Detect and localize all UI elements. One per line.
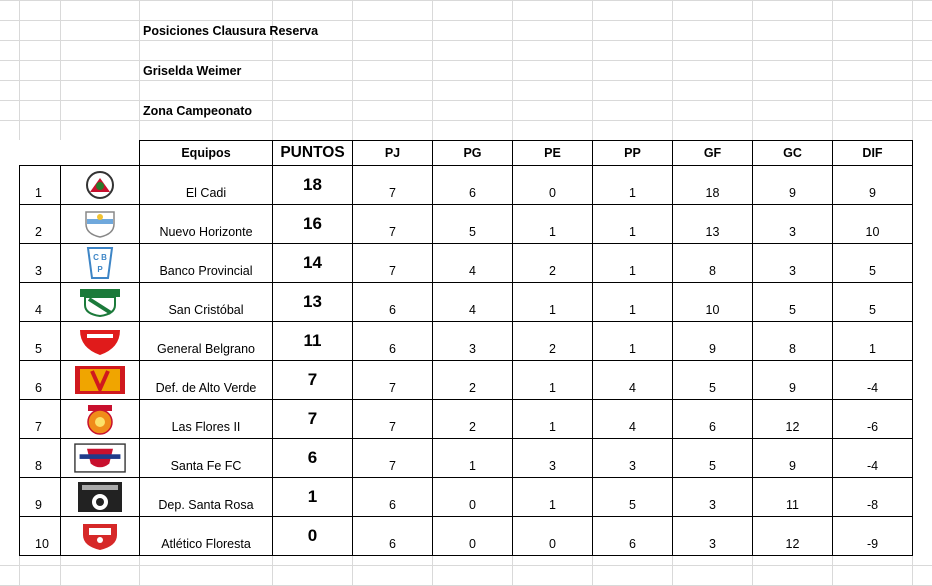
santa-fe-fc-crest-icon [74, 441, 126, 475]
gf-cell: 18 [673, 166, 753, 205]
dif-cell: 10 [833, 205, 913, 244]
pg-cell: 2 [433, 361, 513, 400]
pe-cell: 1 [513, 400, 593, 439]
points-cell: 16 [273, 205, 353, 244]
table-row [20, 478, 913, 517]
pp-cell: 1 [593, 322, 673, 361]
pp-cell: 4 [593, 400, 673, 439]
dif-cell: -8 [833, 478, 913, 517]
author-name: Griselda Weimer [143, 64, 242, 78]
dif-cell: -4 [833, 439, 913, 478]
dif-cell: 1 [833, 322, 913, 361]
pe-cell: 0 [513, 517, 593, 556]
team-name-cell: General Belgrano [140, 322, 273, 361]
table-row [20, 244, 913, 283]
pg-cell: 1 [433, 439, 513, 478]
gf-cell: 9 [673, 322, 753, 361]
team-logo-cell [61, 361, 140, 400]
pj-cell: 6 [353, 478, 433, 517]
pj-cell: 7 [353, 361, 433, 400]
table-row [20, 517, 913, 556]
header-pg: PG [433, 141, 513, 166]
pp-cell: 1 [593, 244, 673, 283]
pp-cell: 5 [593, 478, 673, 517]
points-cell: 6 [273, 439, 353, 478]
points-cell: 14 [273, 244, 353, 283]
position-cell: 5 [20, 322, 61, 361]
position-cell: 1 [20, 166, 61, 205]
points-cell: 0 [273, 517, 353, 556]
pg-cell: 4 [433, 283, 513, 322]
gf-cell: 8 [673, 244, 753, 283]
pg-cell: 0 [433, 517, 513, 556]
points-cell: 7 [273, 400, 353, 439]
points-cell: 11 [273, 322, 353, 361]
las-flores-crest-icon [74, 402, 126, 436]
pg-cell: 6 [433, 166, 513, 205]
gc-cell: 3 [753, 244, 833, 283]
team-name-cell: Def. de Alto Verde [140, 361, 273, 400]
position-cell: 7 [20, 400, 61, 439]
dif-cell: 9 [833, 166, 913, 205]
gc-cell: 9 [753, 361, 833, 400]
header-blank-logo [61, 141, 140, 166]
team-name-cell: Nuevo Horizonte [140, 205, 273, 244]
pe-cell: 0 [513, 166, 593, 205]
svg-text:C B: C B [93, 253, 107, 262]
position-cell: 3 [20, 244, 61, 283]
team-logo-cell [61, 517, 140, 556]
team-name-cell: Banco Provincial [140, 244, 273, 283]
pp-cell: 3 [593, 439, 673, 478]
header-points: PUNTOS [273, 141, 353, 166]
pg-cell: 5 [433, 205, 513, 244]
team-logo-cell [61, 322, 140, 361]
pe-cell: 1 [513, 361, 593, 400]
gf-cell: 6 [673, 400, 753, 439]
nuevo-horizonte-shield-icon [74, 207, 126, 241]
pe-cell: 2 [513, 322, 593, 361]
pg-cell: 2 [433, 400, 513, 439]
position-cell: 10 [20, 517, 61, 556]
pg-cell: 0 [433, 478, 513, 517]
header-gc: GC [753, 141, 833, 166]
header-team: Equipos [140, 141, 273, 166]
gc-cell: 9 [753, 166, 833, 205]
gc-cell: 5 [753, 283, 833, 322]
header-pp: PP [593, 141, 673, 166]
position-cell: 2 [20, 205, 61, 244]
san-cristobal-shield-icon [74, 285, 126, 319]
points-cell: 18 [273, 166, 353, 205]
pj-cell: 6 [353, 517, 433, 556]
table-row [20, 361, 913, 400]
gc-cell: 9 [753, 439, 833, 478]
general-belgrano-shield-icon [74, 324, 126, 358]
svg-text:P: P [97, 265, 103, 274]
gc-cell: 8 [753, 322, 833, 361]
points-cell: 7 [273, 361, 353, 400]
pe-cell: 1 [513, 283, 593, 322]
table-row [20, 283, 913, 322]
team-logo-cell [61, 283, 140, 322]
pj-cell: 7 [353, 400, 433, 439]
team-name-cell: Santa Fe FC [140, 439, 273, 478]
pp-cell: 1 [593, 205, 673, 244]
header-pj: PJ [353, 141, 433, 166]
pj-cell: 7 [353, 244, 433, 283]
pe-cell: 2 [513, 244, 593, 283]
team-name-cell: Atlético Floresta [140, 517, 273, 556]
team-name-cell: El Cadi [140, 166, 273, 205]
gc-cell: 12 [753, 400, 833, 439]
header-pe: PE [513, 141, 593, 166]
atletico-floresta-shield-icon [74, 519, 126, 553]
team-logo-cell [61, 478, 140, 517]
gc-cell: 3 [753, 205, 833, 244]
gf-cell: 5 [673, 361, 753, 400]
pp-cell: 6 [593, 517, 673, 556]
gf-cell: 13 [673, 205, 753, 244]
table-row [20, 439, 913, 478]
table-row [20, 205, 913, 244]
points-cell: 13 [273, 283, 353, 322]
header-gf: GF [673, 141, 753, 166]
team-name-cell: San Cristóbal [140, 283, 273, 322]
standings-table [19, 140, 913, 556]
position-cell: 9 [20, 478, 61, 517]
sheet-title: Posiciones Clausura Reserva [143, 24, 319, 38]
gc-cell: 11 [753, 478, 833, 517]
header-row [20, 141, 913, 166]
pg-cell: 3 [433, 322, 513, 361]
dif-cell: -6 [833, 400, 913, 439]
dep-santa-rosa-crest-icon [74, 480, 126, 514]
team-name-cell: Las Flores II [140, 400, 273, 439]
dif-cell: 5 [833, 244, 913, 283]
pe-cell: 1 [513, 478, 593, 517]
gc-cell: 12 [753, 517, 833, 556]
pe-cell: 3 [513, 439, 593, 478]
team-logo-cell [61, 400, 140, 439]
pj-cell: 7 [353, 166, 433, 205]
pp-cell: 1 [593, 166, 673, 205]
table-row [20, 322, 913, 361]
pj-cell: 6 [353, 283, 433, 322]
pg-cell: 4 [433, 244, 513, 283]
zone-name: Zona Campeonato [143, 104, 253, 118]
team-name-cell: Dep. Santa Rosa [140, 478, 273, 517]
table-row [20, 166, 913, 205]
pj-cell: 7 [353, 205, 433, 244]
gf-cell: 10 [673, 283, 753, 322]
pj-cell: 7 [353, 439, 433, 478]
pj-cell: 6 [353, 322, 433, 361]
gf-cell: 3 [673, 478, 753, 517]
team-logo-cell [61, 244, 140, 283]
dif-cell: -4 [833, 361, 913, 400]
pp-cell: 1 [593, 283, 673, 322]
position-cell: 8 [20, 439, 61, 478]
points-cell: 1 [273, 478, 353, 517]
pp-cell: 4 [593, 361, 673, 400]
def-alto-verde-banner-icon [74, 363, 126, 397]
team-logo-cell [61, 205, 140, 244]
header-dif: DIF [833, 141, 913, 166]
team-logo-cell [61, 439, 140, 478]
dif-cell: 5 [833, 283, 913, 322]
position-cell: 6 [20, 361, 61, 400]
table-row [20, 400, 913, 439]
gf-cell: 3 [673, 517, 753, 556]
position-cell: 4 [20, 283, 61, 322]
el-cadi-crest-icon [74, 168, 126, 202]
banco-provincial-crest-icon [74, 246, 126, 280]
header-blank-pos [20, 141, 61, 166]
pe-cell: 1 [513, 205, 593, 244]
dif-cell: -9 [833, 517, 913, 556]
gf-cell: 5 [673, 439, 753, 478]
team-logo-cell [61, 166, 140, 205]
